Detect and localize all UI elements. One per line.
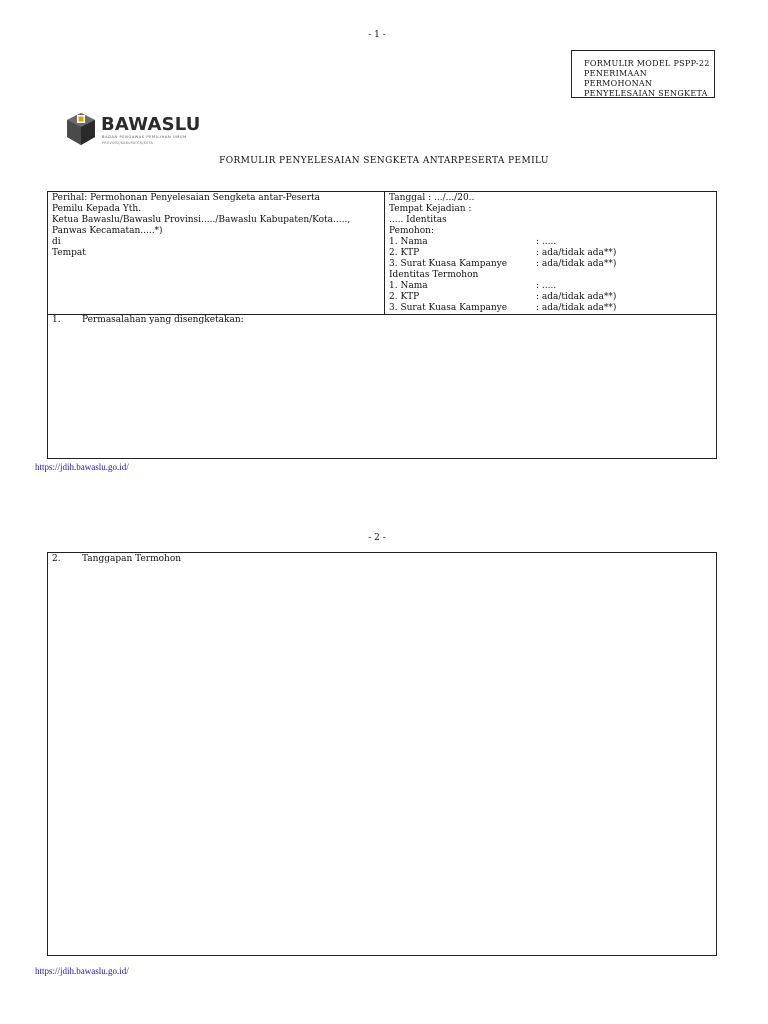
applicant-mandate-row (389, 259, 617, 270)
footer-url[interactable]: https://jdih.bawaslu.go.id/ (35, 966, 129, 976)
row-label: 3. Surat Kuasa Kampanye (389, 303, 508, 313)
row-value: : ada/tidak ada**) (536, 303, 617, 313)
respondent-response-box (47, 552, 717, 956)
respondent-mandate-row (389, 303, 617, 314)
section-1-number: 1. (52, 315, 61, 325)
addressee-line: Perihal: Permohonan Penyelesaian Sengketa antar-Peserta (52, 193, 321, 203)
row-value: : ada/tidak ada**) (536, 248, 617, 258)
footer-url[interactable]: https://jdih.bawaslu.go.id/ (35, 462, 129, 472)
addressee-line: di (52, 237, 61, 247)
row-label: 2. KTP (389, 248, 420, 258)
logo-subtitle: BADAN PENGAWAS PEMILIHAN UMUM (102, 135, 187, 139)
logo-wordmark: BAWASLU (101, 114, 201, 135)
form-model-line: PENERIMAAN (584, 69, 647, 78)
identity-line: ..... Identitas (389, 215, 447, 225)
row-value: : ..... (536, 281, 557, 291)
respondent-ktp-row (389, 292, 617, 303)
section-2-number: 2. (52, 554, 61, 564)
date-field: Tanggal : .../.../20.. (389, 193, 475, 203)
dispute-description-area[interactable] (50, 328, 714, 456)
addressee-line: Tempat (52, 248, 86, 258)
addressee-line: Panwas Kecamatan.....*) (52, 226, 163, 236)
page-number: - 2 - (368, 533, 386, 543)
form-table (47, 191, 717, 459)
document-title: FORMULIR PENYELESAIAN SENGKETA ANTARPESERTA PEMILU (219, 156, 549, 166)
row-value: : ada/tidak ada**) (536, 292, 617, 302)
applicant-label: Pemohon: (389, 226, 434, 236)
applicant-ktp-row (389, 248, 617, 259)
addressee-cell (52, 193, 350, 259)
form-model-line: FORMULIR MODEL PSPP-22 (584, 59, 710, 68)
row-value: : ada/tidak ada**) (536, 259, 617, 269)
row-label: 2. KTP (389, 292, 420, 302)
table-divider-vertical (384, 192, 385, 314)
section-2-label: Tanggapan Termohon (82, 554, 182, 564)
identity-cell (389, 193, 617, 314)
respondent-name-row (389, 281, 557, 292)
response-text-area[interactable] (50, 567, 714, 953)
addressee-line: Ketua Bawaslu/Bawaslu Provinsi...../Bawaslu Kabupaten/Kota....., (52, 215, 351, 225)
form-model-line: PERMOHONAN (584, 79, 653, 88)
row-value: : ..... (536, 237, 557, 247)
row-label: 1. Nama (389, 237, 428, 247)
form-model-box (571, 50, 715, 98)
addressee-line: Pemilu Kepada Yth. (52, 204, 142, 214)
section-1-label: Permasalahan yang disengketakan: (82, 315, 244, 325)
bawaslu-emblem-icon (64, 111, 98, 147)
row-label: 1. Nama (389, 281, 428, 291)
incident-place-field: Tempat Kejadian : (389, 204, 472, 214)
page-number: - 1 - (368, 30, 386, 40)
form-model-line: PENYELESAIAN SENGKETA (584, 89, 708, 98)
row-label: 3. Surat Kuasa Kampanye (389, 259, 508, 269)
logo-subtitle-small: PROVINSI/KABUPATEN/KOTA (102, 141, 154, 145)
respondent-label: Identitas Termohon (389, 270, 479, 280)
applicant-name-row (389, 237, 557, 248)
